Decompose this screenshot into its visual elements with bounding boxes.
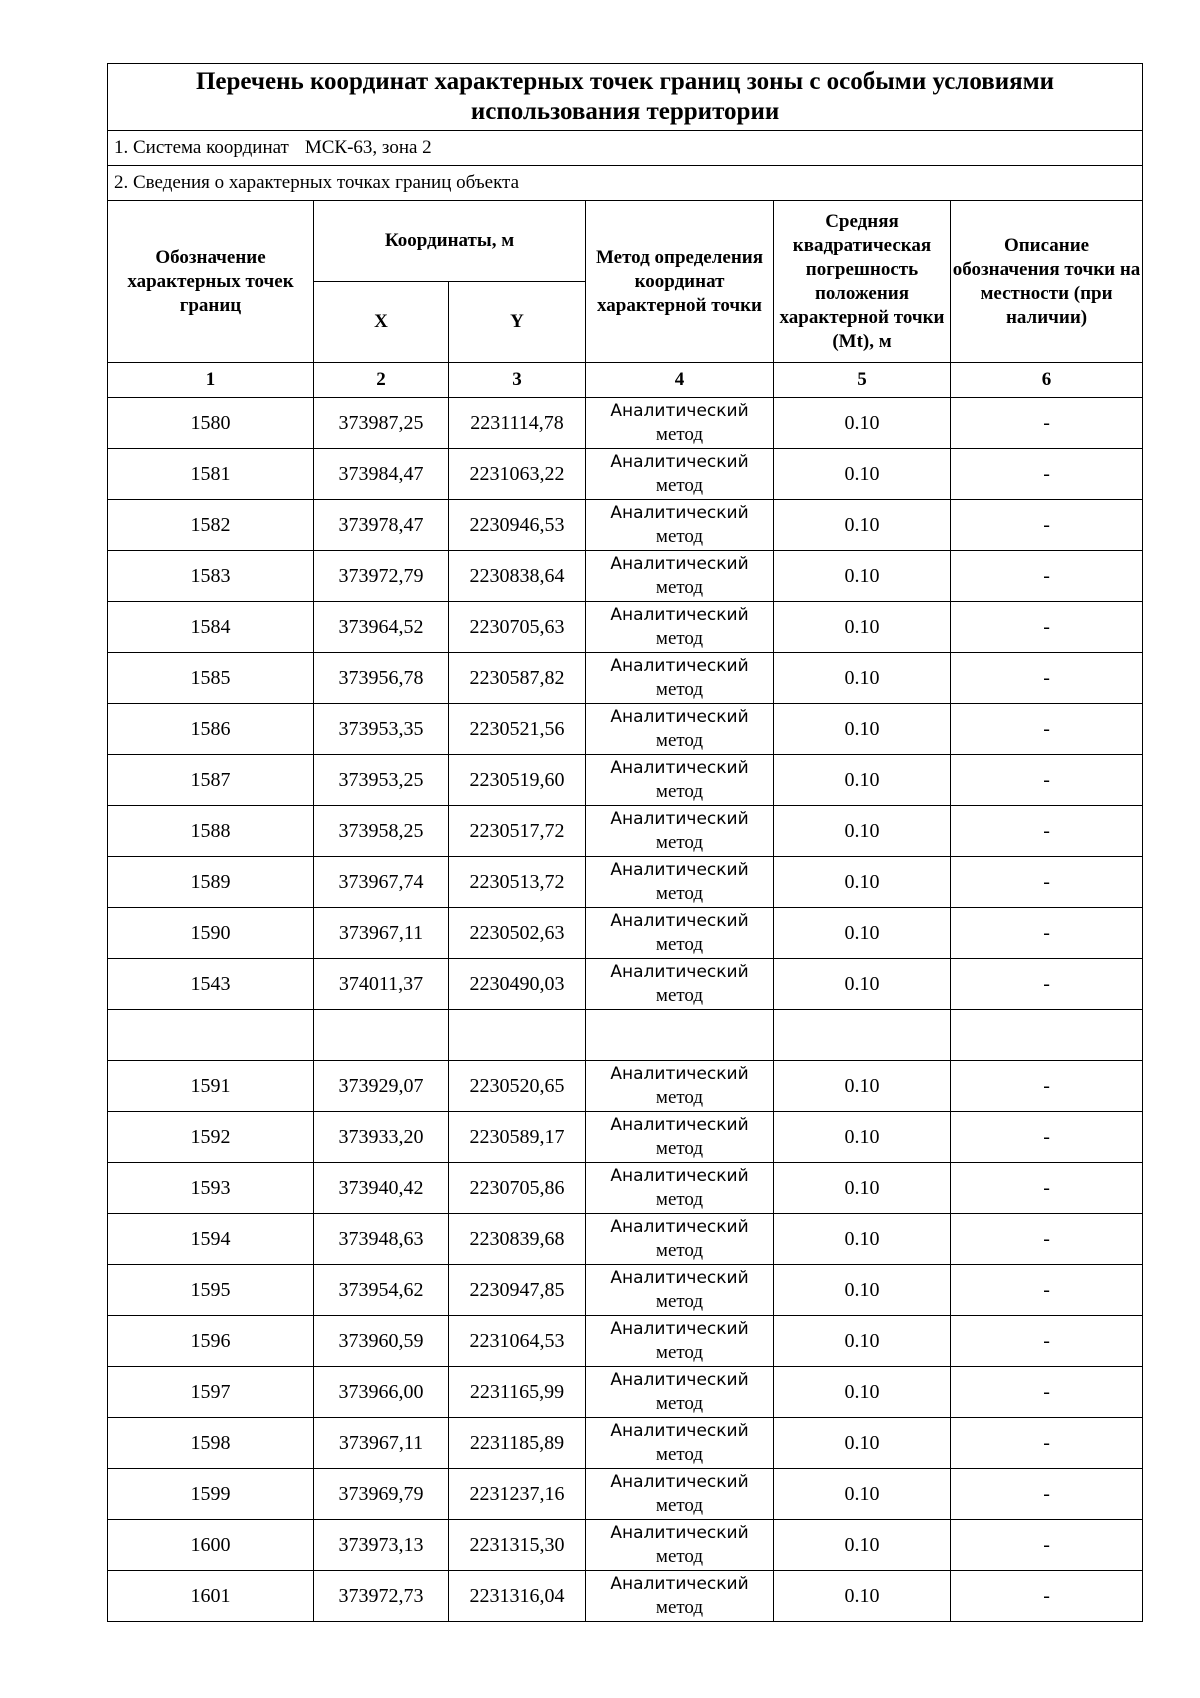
- description-cell: -: [951, 1061, 1143, 1112]
- method-line-2: метод: [655, 1546, 704, 1567]
- description-cell: -: [951, 551, 1143, 602]
- x-cell: 373972,79: [314, 551, 449, 602]
- table-row: [108, 1367, 1143, 1418]
- table-row: [108, 704, 1143, 755]
- coordinate-system-value: МСК-63, зона 2: [304, 137, 432, 158]
- header-method: Метод определения координат характерной точки: [586, 201, 774, 363]
- method-line-2: метод: [655, 679, 704, 700]
- method-line-2: метод: [655, 424, 704, 445]
- description-cell: -: [951, 806, 1143, 857]
- table-row: [108, 1010, 1143, 1061]
- method-line-2: метод: [655, 475, 704, 496]
- point-cell: 1588: [108, 806, 314, 857]
- description-cell: -: [951, 857, 1143, 908]
- method-line-2: метод: [655, 1189, 704, 1210]
- x-cell: 373948,63: [314, 1214, 449, 1265]
- error-cell: 0.10: [774, 1571, 951, 1622]
- method-cell: [586, 1265, 774, 1316]
- error-cell: 0.10: [774, 398, 951, 449]
- method-line-1: Аналитический: [610, 1523, 749, 1543]
- column-number: 6: [951, 363, 1143, 398]
- x-cell: 373973,13: [314, 1520, 449, 1571]
- x-cell: 373967,74: [314, 857, 449, 908]
- y-cell: 2230587,82: [449, 653, 586, 704]
- method-cell: [586, 959, 774, 1010]
- method-line-1: Аналитический: [610, 554, 749, 574]
- method-line-1: Аналитический: [610, 860, 749, 880]
- description-cell: -: [951, 449, 1143, 500]
- coordinate-system-row: [108, 131, 1143, 166]
- point-cell: 1593: [108, 1163, 314, 1214]
- method-line-2: метод: [655, 526, 704, 547]
- method-cell: [586, 857, 774, 908]
- method-line-2: метод: [655, 1087, 704, 1108]
- description-cell: -: [951, 500, 1143, 551]
- point-cell: 1584: [108, 602, 314, 653]
- table-row: [108, 1520, 1143, 1571]
- x-cell: 373940,42: [314, 1163, 449, 1214]
- x-cell: 373987,25: [314, 398, 449, 449]
- header-point: Обозначение характерных точек границ: [108, 201, 314, 363]
- error-cell: 0.10: [774, 449, 951, 500]
- point-cell: 1597: [108, 1367, 314, 1418]
- method-line-2: метод: [655, 730, 704, 751]
- error-cell: 0.10: [774, 1214, 951, 1265]
- point-cell: 1601: [108, 1571, 314, 1622]
- y-cell: 2230838,64: [449, 551, 586, 602]
- point-cell: 1586: [108, 704, 314, 755]
- point-cell: 1590: [108, 908, 314, 959]
- y-cell: 2230513,72: [449, 857, 586, 908]
- table-row: [108, 653, 1143, 704]
- column-number: 2: [314, 363, 449, 398]
- point-cell: 1596: [108, 1316, 314, 1367]
- table-row: [108, 1214, 1143, 1265]
- method-line-1: Аналитический: [610, 1574, 749, 1594]
- y-cell: 2230519,60: [449, 755, 586, 806]
- table-row: [108, 500, 1143, 551]
- table-row: [108, 959, 1143, 1010]
- description-cell: -: [951, 1571, 1143, 1622]
- description-cell: -: [951, 1469, 1143, 1520]
- x-cell: 373984,47: [314, 449, 449, 500]
- y-cell: 2231114,78: [449, 398, 586, 449]
- method-line-2: метод: [655, 1444, 704, 1465]
- point-cell: 1591: [108, 1061, 314, 1112]
- section-label: 2. Сведения о характерных точках границ объекта: [108, 166, 1143, 201]
- method-cell: [586, 806, 774, 857]
- column-number: 4: [586, 363, 774, 398]
- error-cell: 0.10: [774, 500, 951, 551]
- method-line-2: метод: [655, 1291, 704, 1312]
- x-cell: 373953,25: [314, 755, 449, 806]
- method-line-1: Аналитический: [610, 1319, 749, 1339]
- table-row: [108, 449, 1143, 500]
- method-line-2: метод: [655, 832, 704, 853]
- x-cell: 373929,07: [314, 1061, 449, 1112]
- header-coords: Координаты, м: [314, 201, 586, 282]
- table-row: [108, 857, 1143, 908]
- method-cell: [586, 1418, 774, 1469]
- x-cell: 373960,59: [314, 1316, 449, 1367]
- description-cell: -: [951, 755, 1143, 806]
- method-line-2: метод: [655, 985, 704, 1006]
- method-line-2: метод: [655, 1495, 704, 1516]
- x-cell: 373933,20: [314, 1112, 449, 1163]
- method-line-2: метод: [655, 1240, 704, 1261]
- method-line-2: метод: [655, 1597, 704, 1618]
- column-number: 1: [108, 363, 314, 398]
- description-cell: -: [951, 704, 1143, 755]
- method-line-2: метод: [655, 1393, 704, 1414]
- x-cell: 373972,73: [314, 1571, 449, 1622]
- error-cell: 0.10: [774, 857, 951, 908]
- header-y: Y: [449, 282, 586, 363]
- point-cell: 1583: [108, 551, 314, 602]
- description-cell: -: [951, 398, 1143, 449]
- x-cell: 373954,62: [314, 1265, 449, 1316]
- table-row: [108, 1469, 1143, 1520]
- error-cell: 0.10: [774, 1112, 951, 1163]
- method-cell: [586, 1163, 774, 1214]
- y-cell: 2231237,16: [449, 1469, 586, 1520]
- table-row: [108, 1316, 1143, 1367]
- table-row: [108, 908, 1143, 959]
- error-cell: 0.10: [774, 1265, 951, 1316]
- x-cell: 373956,78: [314, 653, 449, 704]
- method-cell: [586, 449, 774, 500]
- coordinates-document: [107, 63, 1142, 1622]
- y-cell: 2230705,63: [449, 602, 586, 653]
- column-number: 3: [449, 363, 586, 398]
- method-cell: [586, 653, 774, 704]
- method-line-2: метод: [655, 628, 704, 649]
- table-row: [108, 551, 1143, 602]
- method-line-2: метод: [655, 883, 704, 904]
- point-cell: 1600: [108, 1520, 314, 1571]
- point-cell: 1581: [108, 449, 314, 500]
- error-cell: 0.10: [774, 908, 951, 959]
- method-line-2: метод: [655, 577, 704, 598]
- y-cell: 2230520,65: [449, 1061, 586, 1112]
- header-description: Описание обозначения точки на местности (при наличии): [951, 201, 1143, 363]
- column-number: 5: [774, 363, 951, 398]
- method-line-1: Аналитический: [610, 1115, 749, 1135]
- x-cell: 374011,37: [314, 959, 449, 1010]
- method-cell: [586, 704, 774, 755]
- table-body: [108, 398, 1143, 1622]
- error-cell: 0.10: [774, 1367, 951, 1418]
- y-cell: 2230521,56: [449, 704, 586, 755]
- y-cell: 2230517,72: [449, 806, 586, 857]
- table-row: [108, 602, 1143, 653]
- table-row: [108, 1418, 1143, 1469]
- method-line-1: Аналитический: [610, 809, 749, 829]
- header-x: X: [314, 282, 449, 363]
- method-line-2: метод: [655, 781, 704, 802]
- description-cell: -: [951, 602, 1143, 653]
- y-cell: 2230947,85: [449, 1265, 586, 1316]
- y-cell: 2230946,53: [449, 500, 586, 551]
- point-cell: 1589: [108, 857, 314, 908]
- table-row: [108, 1571, 1143, 1622]
- method-cell: [586, 1214, 774, 1265]
- method-line-1: Аналитический: [610, 503, 749, 523]
- description-cell: -: [951, 959, 1143, 1010]
- method-line-2: метод: [655, 934, 704, 955]
- x-cell: 373958,25: [314, 806, 449, 857]
- method-line-1: Аналитический: [610, 1370, 749, 1390]
- y-cell: 2231064,53: [449, 1316, 586, 1367]
- error-cell: 0.10: [774, 1418, 951, 1469]
- description-cell: -: [951, 1367, 1143, 1418]
- error-cell: 0.10: [774, 1520, 951, 1571]
- point-cell: 1595: [108, 1265, 314, 1316]
- y-cell: 2230490,03: [449, 959, 586, 1010]
- method-line-1: Аналитический: [610, 656, 749, 676]
- method-line-1: Аналитический: [610, 605, 749, 625]
- error-cell: 0.10: [774, 1316, 951, 1367]
- method-cell: [586, 1469, 774, 1520]
- point-cell: 1594: [108, 1214, 314, 1265]
- point-cell: 1543: [108, 959, 314, 1010]
- error-cell: 0.10: [774, 1163, 951, 1214]
- method-cell: [586, 602, 774, 653]
- method-line-1: Аналитический: [610, 758, 749, 778]
- method-line-1: Аналитический: [610, 707, 749, 727]
- description-cell: -: [951, 1520, 1143, 1571]
- method-cell: [586, 1010, 774, 1061]
- coordinates-table: [107, 63, 1143, 1622]
- error-cell: 0.10: [774, 1469, 951, 1520]
- x-cell: 373967,11: [314, 1418, 449, 1469]
- method-cell: [586, 1112, 774, 1163]
- x-cell: [314, 1010, 449, 1061]
- table-row: [108, 1112, 1143, 1163]
- method-cell: [586, 1571, 774, 1622]
- x-cell: 373969,79: [314, 1469, 449, 1520]
- error-cell: [774, 1010, 951, 1061]
- method-line-1: Аналитический: [610, 1268, 749, 1288]
- method-line-2: метод: [655, 1342, 704, 1363]
- method-cell: [586, 1316, 774, 1367]
- table-row: [108, 1265, 1143, 1316]
- description-cell: -: [951, 1214, 1143, 1265]
- method-line-2: метод: [655, 1138, 704, 1159]
- error-cell: 0.10: [774, 1061, 951, 1112]
- x-cell: 373966,00: [314, 1367, 449, 1418]
- coordinate-system-label: 1. Система координат: [114, 137, 289, 158]
- y-cell: [449, 1010, 586, 1061]
- table-row: [108, 1163, 1143, 1214]
- method-cell: [586, 1520, 774, 1571]
- error-cell: 0.10: [774, 806, 951, 857]
- point-cell: 1582: [108, 500, 314, 551]
- description-cell: -: [951, 653, 1143, 704]
- y-cell: 2231165,99: [449, 1367, 586, 1418]
- y-cell: 2231185,89: [449, 1418, 586, 1469]
- y-cell: 2231315,30: [449, 1520, 586, 1571]
- method-cell: [586, 500, 774, 551]
- error-cell: 0.10: [774, 551, 951, 602]
- error-cell: 0.10: [774, 602, 951, 653]
- table-row: [108, 398, 1143, 449]
- description-cell: -: [951, 1316, 1143, 1367]
- table-row: [108, 755, 1143, 806]
- x-cell: 373953,35: [314, 704, 449, 755]
- method-line-1: Аналитический: [610, 1166, 749, 1186]
- point-cell: 1587: [108, 755, 314, 806]
- description-cell: -: [951, 908, 1143, 959]
- y-cell: 2230839,68: [449, 1214, 586, 1265]
- method-cell: [586, 908, 774, 959]
- y-cell: 2231316,04: [449, 1571, 586, 1622]
- method-cell: [586, 755, 774, 806]
- point-cell: 1592: [108, 1112, 314, 1163]
- point-cell: [108, 1010, 314, 1061]
- error-cell: 0.10: [774, 653, 951, 704]
- error-cell: 0.10: [774, 704, 951, 755]
- method-line-1: Аналитический: [610, 452, 749, 472]
- point-cell: 1598: [108, 1418, 314, 1469]
- point-cell: 1580: [108, 398, 314, 449]
- table-row: [108, 1061, 1143, 1112]
- description-cell: [951, 1010, 1143, 1061]
- error-cell: 0.10: [774, 959, 951, 1010]
- method-cell: [586, 398, 774, 449]
- method-cell: [586, 551, 774, 602]
- description-cell: -: [951, 1418, 1143, 1469]
- point-cell: 1585: [108, 653, 314, 704]
- y-cell: 2230705,86: [449, 1163, 586, 1214]
- x-cell: 373967,11: [314, 908, 449, 959]
- method-line-1: Аналитический: [610, 962, 749, 982]
- y-cell: 2231063,22: [449, 449, 586, 500]
- header-error: Средняя квадратическая погрешность положения характерной точки (Mt), м: [774, 201, 951, 363]
- point-cell: 1599: [108, 1469, 314, 1520]
- document-title: Перечень координат характерных точек границ зоны с особыми условиями использования территории: [108, 64, 1143, 131]
- y-cell: 2230589,17: [449, 1112, 586, 1163]
- error-cell: 0.10: [774, 755, 951, 806]
- x-cell: 373978,47: [314, 500, 449, 551]
- x-cell: 373964,52: [314, 602, 449, 653]
- method-line-1: Аналитический: [610, 911, 749, 931]
- method-line-1: Аналитический: [610, 1421, 749, 1441]
- method-cell: [586, 1061, 774, 1112]
- method-cell: [586, 1367, 774, 1418]
- table-row: [108, 806, 1143, 857]
- method-line-1: Аналитический: [610, 1064, 749, 1084]
- method-line-1: Аналитический: [610, 401, 749, 421]
- y-cell: 2230502,63: [449, 908, 586, 959]
- description-cell: -: [951, 1163, 1143, 1214]
- method-line-1: Аналитический: [610, 1217, 749, 1237]
- description-cell: -: [951, 1265, 1143, 1316]
- method-line-1: Аналитический: [610, 1472, 749, 1492]
- description-cell: -: [951, 1112, 1143, 1163]
